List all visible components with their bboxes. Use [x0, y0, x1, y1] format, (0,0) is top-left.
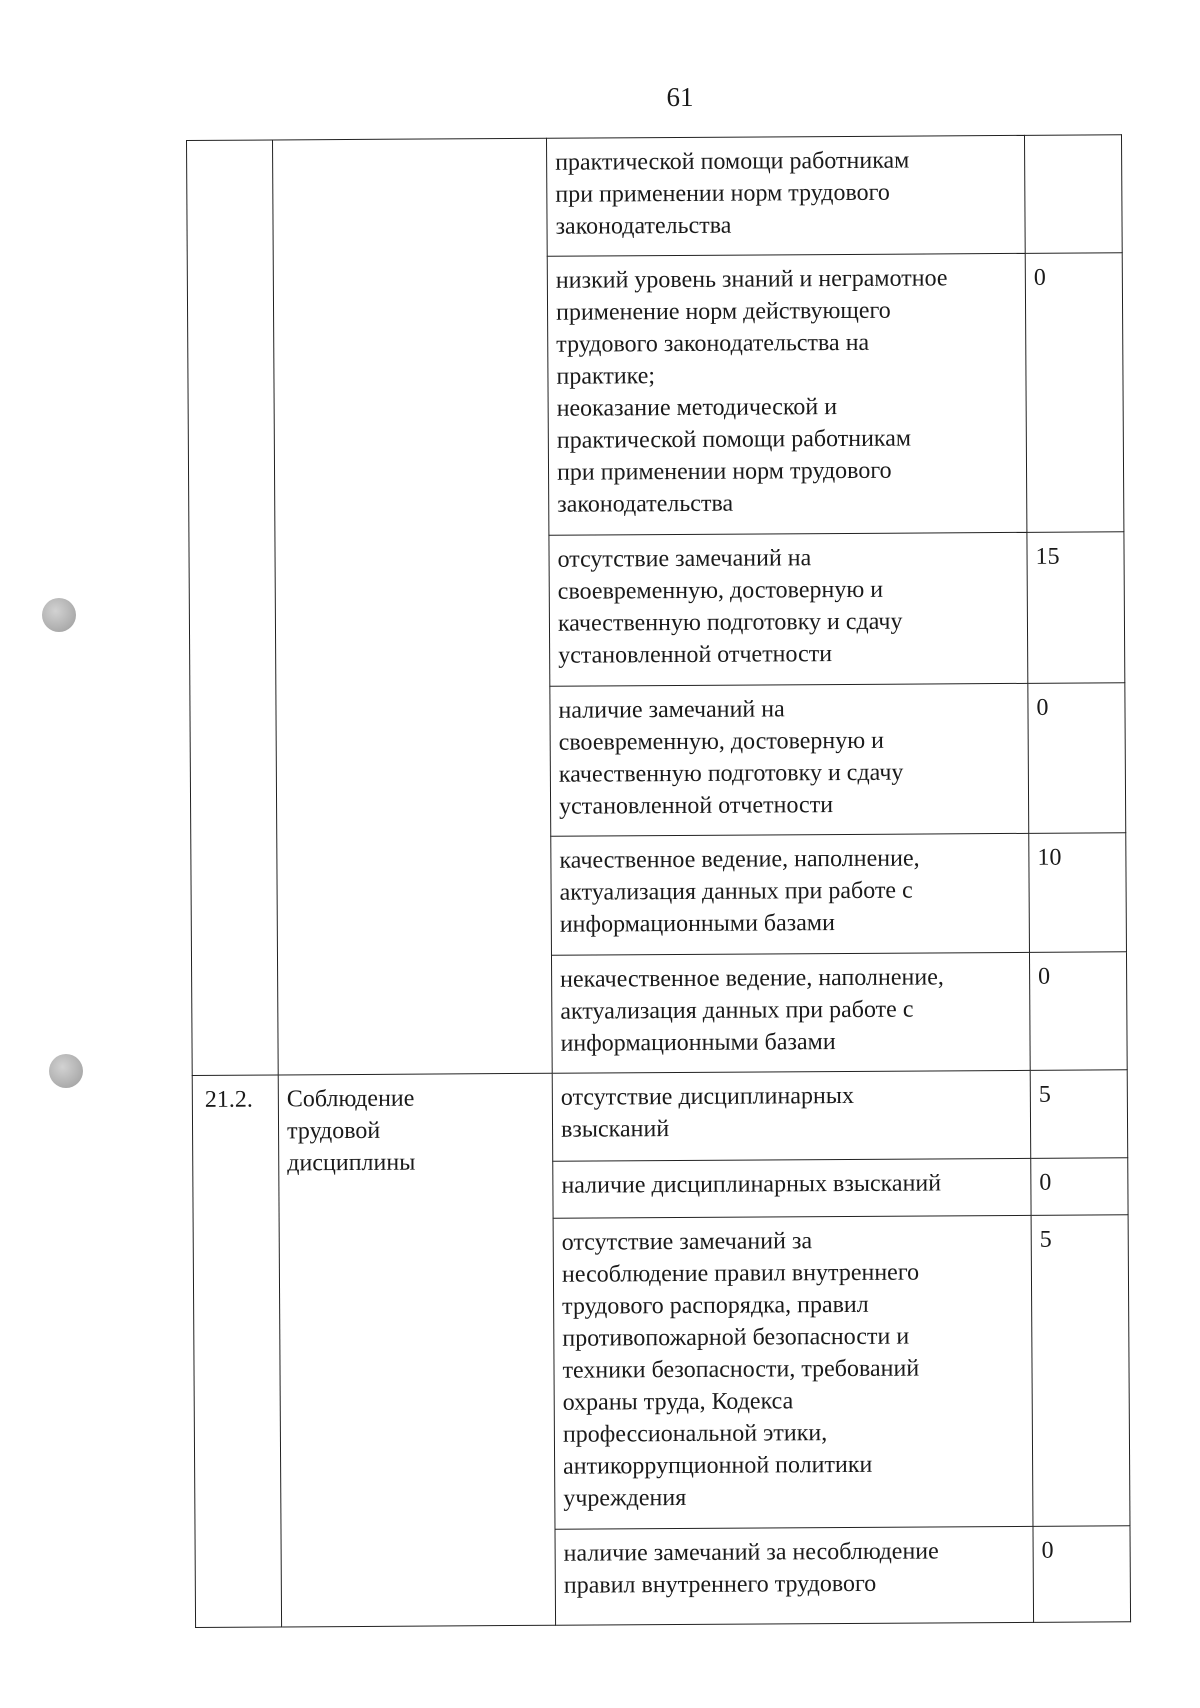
criterion-cell: [550, 683, 1029, 836]
table-row: [187, 135, 1123, 259]
criteria-table: [186, 134, 1131, 1628]
score-value: 15: [1035, 543, 1060, 571]
score-value: 5: [1039, 1226, 1052, 1253]
score-cell: [1031, 1214, 1130, 1526]
criterion-text: практической помощи работникам при применении норм трудового законодательства: [555, 147, 910, 240]
criterion-cell: [551, 952, 1030, 1073]
score-value: 0: [1038, 963, 1051, 990]
item-number: 21.2.: [204, 1086, 253, 1114]
criterion-cell: [551, 834, 1030, 955]
criterion-cell: [555, 1526, 1034, 1625]
criterion-text: качественное ведение, наполнение, актуализация данных при работе с информационными базами: [559, 845, 920, 939]
score-cell: [1027, 532, 1125, 683]
criterion-text: наличие замечаний за несоблюдение правил внутреннего трудового: [563, 1538, 939, 1599]
criterion-text: отсутствие замечаний на своевременную, достоверную и качественную подготовку и сдачу установленной отчетности: [557, 545, 903, 670]
criterion-text: отсутствие дисциплинарных взысканий: [560, 1083, 855, 1143]
score-value: 5: [1038, 1081, 1051, 1108]
score-cell: [1025, 253, 1124, 533]
item-number-cell: [192, 1075, 281, 1627]
score-value: 0: [1033, 265, 1046, 292]
page-number: 61: [666, 82, 694, 112]
criterion-cell: [549, 533, 1028, 686]
punch-hole-upper: [42, 598, 76, 632]
criterion-text: низкий уровень знаний и неграмотное применение норм действующего трудового законодательства на практике; неоказание методической и практической помощи работникам при применении норм трудового законодательства: [555, 265, 948, 519]
table-row: [192, 1070, 1128, 1164]
score-cell: [1029, 951, 1127, 1070]
score-cell: [1028, 683, 1126, 834]
score-cell: [1031, 1158, 1128, 1215]
criterion-text: некачественное ведение, наполнение, актуализация данных при работе с информационными базами: [560, 964, 944, 1057]
score-cell: [1029, 833, 1127, 952]
criterion-cell: [553, 1215, 1033, 1529]
score-value: 0: [1036, 694, 1049, 721]
score-value: 0: [1039, 1170, 1052, 1197]
criterion-cell: [546, 135, 1025, 256]
indicator-name: Соблюдение трудовой дисциплины: [286, 1085, 416, 1177]
punch-hole-lower: [49, 1054, 83, 1088]
indicator-name-cell-continued: [273, 138, 553, 1075]
score-value: 10: [1037, 844, 1062, 872]
score-value: 0: [1041, 1537, 1054, 1564]
criterion-text: наличие дисциплинарных взысканий: [561, 1170, 942, 1200]
criterion-cell: [547, 254, 1027, 536]
number-cell-continued: [187, 140, 279, 1076]
score-cell: [1033, 1525, 1131, 1622]
criterion-cell: [552, 1070, 1031, 1161]
score-cell: [1024, 135, 1122, 254]
criterion-text: отсутствие замечаний за несоблюдение правил внутреннего трудового распорядка, правил противопожарной безопасности и техники безопасности, требований охраны труда, Кодекса профессиональной этики, антикоррупционной политики учреждения: [561, 1227, 920, 1512]
criterion-text: наличие замечаний на своевременную, достоверную и качественную подготовку и сдачу установленной отчетности: [558, 696, 904, 820]
criterion-cell: [553, 1159, 1031, 1218]
indicator-name-cell: [278, 1073, 555, 1627]
score-cell: [1030, 1070, 1128, 1159]
